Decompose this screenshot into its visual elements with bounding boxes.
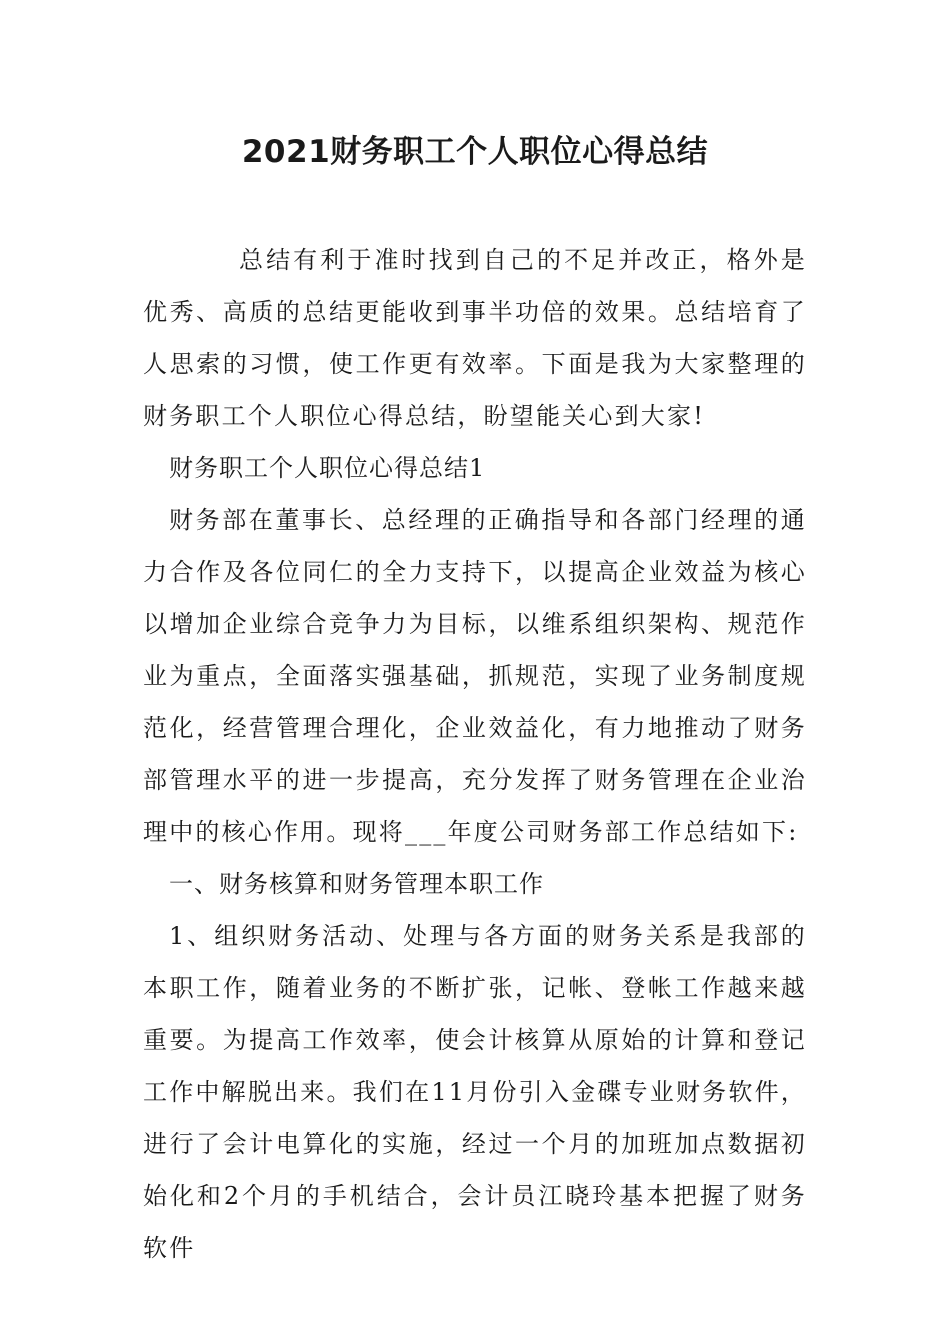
document-title: 2021财务职工个人职位心得总结 bbox=[241, 134, 709, 170]
document-body bbox=[143, 234, 807, 1274]
body-paragraph-item-1: 1、组织财务活动、处理与各方面的财务关系是我部的本职工作，随着业务的不断扩张，记帐、登帐工作越来越重要。为提高工作效率，使会计核算从原始的计算和登记工作中解脱出来。我们在11月份引入金碟专业财务软件，进行了会计电算化的实施，经过一个月的加班加点数据初始化和2个月的手机结合，会计员江晓玲基本把握了财务软件 bbox=[143, 922, 807, 1262]
intro-paragraph: 总结有利于准时找到自己的不足并改正，格外是优秀、高质的总结更能收到事半功倍的效果。总结培育了人思索的习惯，使工作更有效率。下面是我为大家整理的财务职工个人职位心得总结，盼望能关心到大家! bbox=[143, 246, 807, 430]
section-heading-accounting: 一、财务核算和财务管理本职工作 bbox=[169, 870, 544, 898]
section-heading-summary-1: 财务职工个人职位心得总结1 bbox=[169, 454, 486, 482]
body-paragraph-overview: 财务部在董事长、总经理的正确指导和各部门经理的通力合作及各位同仁的全力支持下，以提高企业效益为核心以增加企业综合竞争力为目标，以维系组织架构、规范作业为重点，全面落实强基础，抓规范，实现了业务制度规范化，经营管理合理化，企业效益化，有力地推动了财务部管理水平的进一步提高，充分发挥了财务管理在企业治理中的核心作用。现将___年度公司财务部工作总结如下: bbox=[143, 506, 807, 846]
